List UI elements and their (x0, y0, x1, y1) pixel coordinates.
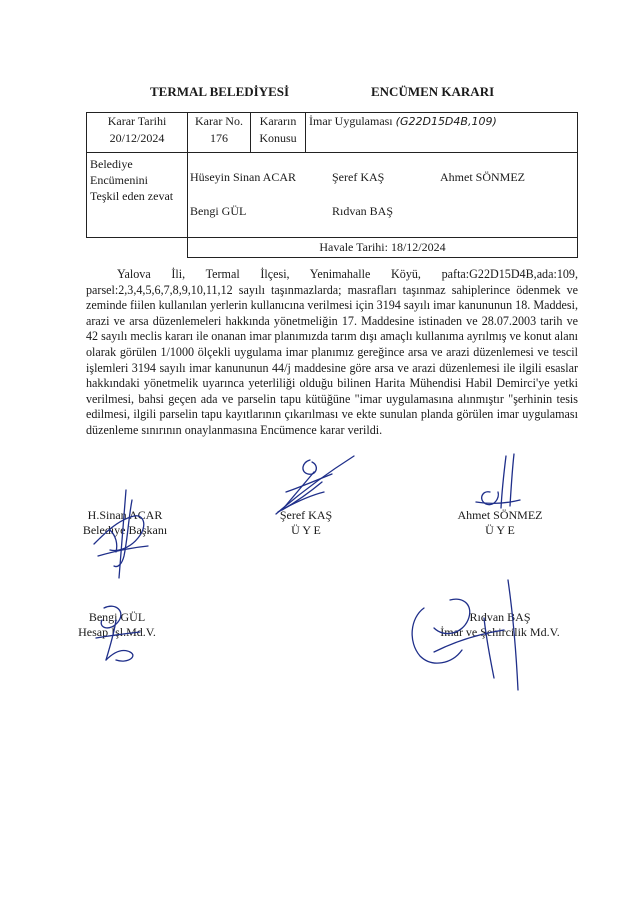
karar-tarihi-label: Karar Tarihi (107, 114, 167, 128)
member-name: Rıdvan BAŞ (332, 204, 394, 218)
committee-row (87, 153, 578, 238)
committee-label-line2: Teşkil eden zevat (90, 189, 174, 203)
konu-value-cell (306, 113, 578, 153)
karar-no-cell (188, 113, 251, 153)
decision-info-table (86, 112, 578, 258)
konu-sub: (G22D15D4B,109) (395, 115, 497, 128)
havale-tarihi: Havale Tarihi: 18/12/2024 (188, 238, 578, 258)
signer-name: Rıdvan BAŞ (469, 610, 531, 624)
signature-block-member-1 (256, 508, 356, 538)
signer-name: Şeref KAŞ (279, 508, 333, 522)
committee-label-cell (87, 153, 188, 238)
signer-title: İmar ve Şehircilik Md.V. (440, 625, 560, 639)
member-name: Hüseyin Sinan ACAR (190, 170, 297, 184)
decision-info-row (87, 113, 578, 153)
member-name: Şeref KAŞ (332, 170, 385, 184)
committee-members (188, 153, 577, 237)
committee-members-cell (188, 153, 578, 238)
signer-title: Belediye Başkanı (82, 523, 168, 537)
karar-no-value: 176 (210, 131, 228, 145)
konusu-label: Konusu (259, 131, 297, 145)
decision-title: ENCÜMEN KARARI (371, 84, 495, 99)
karar-tarihi-cell (87, 113, 188, 153)
signature-block-mayor (70, 508, 180, 538)
signer-title: Hesap İşl.Md.V. (78, 625, 156, 639)
karar-tarihi-value: 20/12/2024 (109, 131, 165, 145)
member-name: Ahmet SÖNMEZ (440, 170, 525, 184)
signature-block-member-2 (440, 508, 560, 538)
kararin-label: Kararın (259, 114, 297, 128)
konu-label-cell (251, 113, 306, 153)
havale-row (87, 238, 578, 258)
municipality-title: TERMAL BELEDİYESİ (150, 84, 290, 99)
handwritten-signature-ahmet-sonmez (468, 452, 524, 514)
committee-label-line1: Belediye Encümenini (90, 157, 148, 187)
karar-no-label: Karar No. (195, 114, 243, 128)
signer-name: Ahmet SÖNMEZ (457, 508, 543, 522)
signature-block-zoning (425, 610, 575, 640)
member-name: Bengi GÜL (190, 204, 247, 218)
signer-title: Ü Y E (485, 523, 515, 537)
empty-cell (87, 238, 188, 258)
signature-block-finance (62, 610, 172, 640)
signer-title: Ü Y E (291, 523, 321, 537)
konu-main: İmar Uygulaması (309, 114, 393, 128)
decision-text: Yalova İli, Termal İlçesi, Yenimahalle Köyü, pafta:G22D15D4B,ada:109, parsel:2,3,4,5,6,7,8,9,10,11,12 sayılı taşınmazlarda; masrafları taşınmaz sahiplerince ödenmek ve zeminde fiilen kullanılan yerlerin kullanıcına verilmesi için 3194 sayılı imar kanununun 18. Maddesi, arazi ve arsa düzenlemeleri hakkında yönetmeliğin 17. Maddesine istinaden ve 28.07.2003 tarih ve 42 sayılı meclis kararı ile onanan imar planımızda tarım dışı amaçlı kullanıma ayrılmış ve konut alanı olarak görülen 1/1000 ölçekli uygulama imar planımız gereğince arsa ve arazi düzenlemesi ve tescil işlemleri 3194 sayılı imar kanununun 44/j maddesine göre arsa ve arazi düzenlemesi ile ilgili esaslar hakkındaki yönetmelik uyarınca yeterliliği olduğu bilinen Harita Mühendisi Habil Demirci'ye yetki verilmesi, bahsi geçen ada ve parselin tapu kütüğüne "imar uygulamasına alınmıştır "şerhinin tesis edilmesi, ilgili parselin tapu kayıtlarının çıkarılması ve ekte sunulan planda görülen imar uygulaması düzenleme sınırının onaylanmasına Encümence karar verildi. (86, 267, 579, 437)
signer-name: Bengi GÜL (88, 610, 146, 624)
signer-name: H.Sinan ACAR (87, 508, 163, 522)
